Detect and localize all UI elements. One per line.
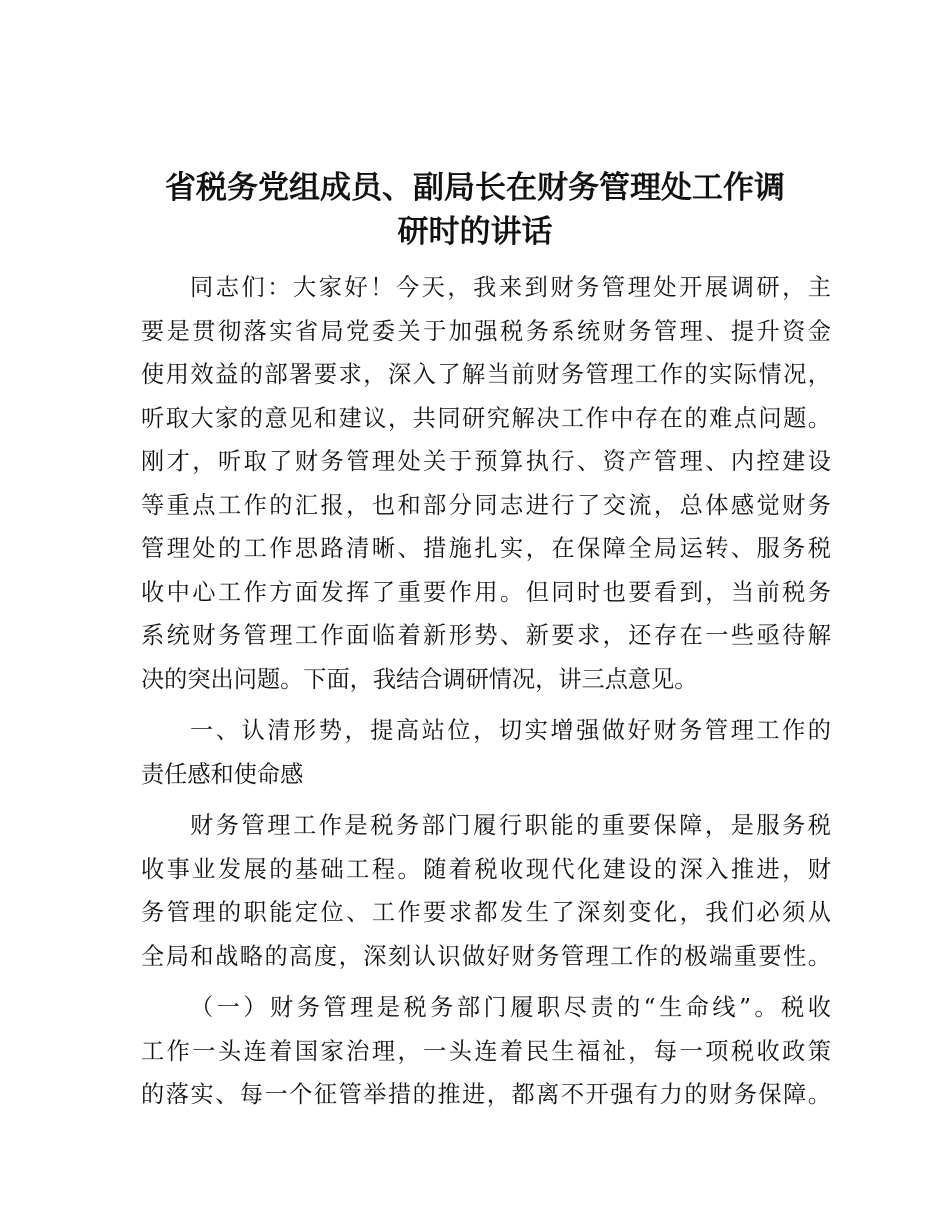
text-line: 决的突出问题。下面，我结合调研情况，讲三点意见。 — [141, 665, 698, 693]
text-line: 管理处的工作思路清晰、措施扎实，在保障全局运转、服务税 — [141, 535, 831, 562]
text-line: 财务管理工作是税务部门履行职能的重要保障，是服务税 — [190, 812, 831, 839]
document-body — [141, 266, 831, 1117]
text-line: 收事业发展的基础工程。随着税收现代化建设的深入推进，财 — [141, 855, 831, 883]
text-line: 听取大家的意见和建议，共同研究解决工作中存在的难点问题。 — [141, 404, 831, 432]
title-line: 研时的讲话 — [397, 214, 553, 250]
paragraph-greeting — [141, 266, 831, 701]
text-line: 工作一头连着国家治理，一头连着民生福祉，每一项税收政策 — [141, 1037, 831, 1065]
text-line: 务管理的职能定位、工作要求都发生了深刻变化，我们必须从 — [141, 899, 831, 926]
text-line: 等重点工作的汇报，也和部分同志进行了交流，总体感觉财务 — [141, 491, 831, 519]
text-line: （一）财务管理是税务部门履职尽责的“生命线”。税收 — [190, 994, 831, 1021]
paragraph-subsection-1 — [141, 986, 831, 1117]
text-line: 同志们：大家好！今天，我来到财务管理处开展调研，主 — [190, 274, 831, 301]
text-line: 要是贯彻落实省局党委关于加强税务系统财务管理、提升资金 — [141, 317, 831, 345]
text-line: 的落实、每一个征管举措的推进，都离不开强有力的财务保障。 — [141, 1081, 831, 1108]
text-line: 使用效益的部署要求，深入了解当前财务管理工作的实际情况， — [141, 361, 831, 388]
text-line: 系统财务管理工作面临着新形势、新要求，还存在一些亟待解 — [141, 622, 831, 649]
paragraph-section-1-intro — [141, 804, 831, 978]
text-line: 全局和战略的高度，深刻认识做好财务管理工作的极端重要性。 — [141, 942, 831, 970]
text-line: 一、认清形势，提高站位，切实增强做好财务管理工作的 — [190, 717, 831, 744]
text-line: 责任感和使命感 — [141, 760, 304, 788]
text-line: 刚才，听取了财务管理处关于预算执行、资产管理、内控建设 — [141, 448, 831, 475]
document-title — [0, 166, 950, 254]
text-line: 收中心工作方面发挥了重要作用。但同时也要看到，当前税务 — [141, 578, 831, 606]
title-line: 省税务党组成员、副局长在财务管理处工作调 — [165, 170, 785, 206]
section-heading-1 — [141, 709, 831, 796]
